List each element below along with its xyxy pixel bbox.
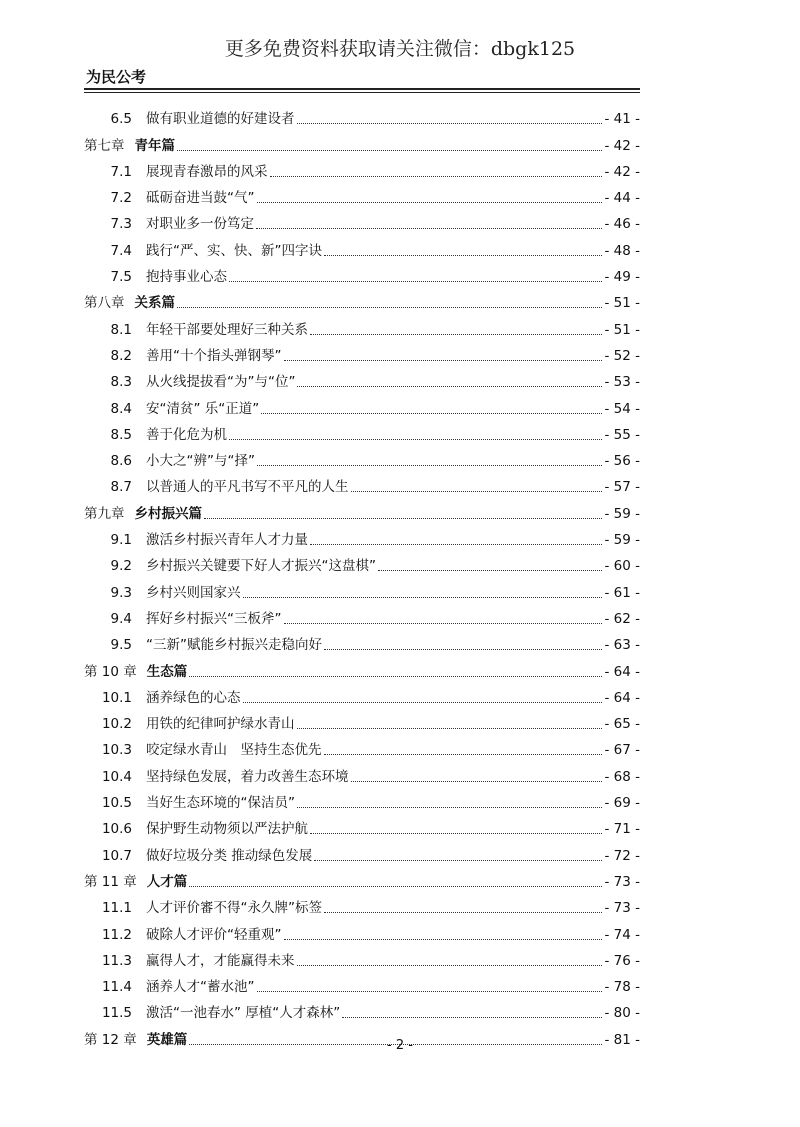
toc-entry-page: - 68 -	[604, 768, 640, 785]
toc-entry-page: - 57 -	[604, 479, 640, 496]
toc-entry-page: - 59 -	[604, 505, 640, 522]
toc-entry-title: 安“清贫” 乐“正道”	[146, 400, 260, 417]
toc-leader-dots	[342, 1017, 602, 1018]
toc-entry-title: 关系篇	[134, 295, 175, 312]
toc-section-row[interactable]	[84, 890, 640, 916]
toc-entry-number: 9.4	[110, 610, 132, 627]
toc-chapter-row[interactable]	[84, 653, 640, 679]
toc-entry-number: 10.1	[101, 689, 132, 706]
toc-entry-page: - 44 -	[604, 190, 640, 207]
toc-section-row[interactable]	[84, 706, 640, 732]
toc-leader-dots	[324, 255, 602, 256]
toc-leader-dots	[229, 439, 602, 440]
toc-leader-dots	[257, 202, 603, 203]
toc-entry-title: 乡村兴则国家兴	[146, 584, 241, 601]
toc-entry-number: 第八章	[84, 295, 125, 312]
toc-entry-number: 第七章	[84, 137, 125, 154]
watermark-text: 更多免费资料获取请关注微信：dbgk125	[224, 38, 576, 60]
toc-entry-title: 年轻干部要处理好三种关系	[146, 321, 308, 338]
toc-leader-dots	[243, 597, 603, 598]
toc-entry-title: 乡村振兴篇	[134, 505, 202, 522]
toc-entry-page: - 54 -	[604, 400, 640, 417]
toc-chapter-row[interactable]	[84, 495, 640, 521]
toc-leader-dots	[378, 570, 602, 571]
toc-entry-number: 11.1	[101, 900, 132, 917]
toc-section-row[interactable]	[84, 232, 640, 258]
toc-entry-number: 11.4	[101, 979, 132, 996]
toc-section-row[interactable]	[84, 680, 640, 706]
toc-chapter-row[interactable]	[84, 127, 640, 153]
toc-entry-title: 人才评价審不得“永久牌”标签	[146, 900, 322, 917]
toc-entry-title: “三新”赋能乡村振兴走稳向好	[146, 637, 322, 654]
toc-section-row[interactable]	[84, 443, 640, 469]
toc-entry-title: 挥好乡村振兴“三板斧”	[146, 610, 282, 627]
toc-section-row[interactable]	[84, 259, 640, 285]
toc-entry-page: - 41 -	[604, 111, 640, 128]
toc-entry-page: - 61 -	[604, 584, 640, 601]
toc-entry-page: - 81 -	[604, 1031, 640, 1048]
toc-section-row[interactable]	[84, 154, 640, 180]
toc-entry-title: 英雄篇	[146, 1031, 188, 1048]
toc-leader-dots	[324, 649, 602, 650]
toc-entry-number: 第 12 章	[84, 1031, 137, 1048]
toc-leader-dots	[297, 965, 603, 966]
toc-entry-number: 10.2	[101, 716, 132, 733]
toc-section-row[interactable]	[84, 338, 640, 364]
toc-entry-title: 用铁的纪律呵护绿水青山	[146, 716, 295, 733]
toc-entry-number: 7.5	[110, 269, 132, 286]
toc-section-row[interactable]	[84, 364, 640, 390]
toc-entry-title: 对职业多一份笃定	[146, 216, 254, 233]
toc-entry-number: 8.4	[110, 400, 132, 417]
toc-leader-dots	[229, 281, 602, 282]
toc-section-row[interactable]	[84, 206, 640, 232]
toc-entry-number: 7.3	[110, 216, 132, 233]
toc-leader-dots	[189, 676, 602, 677]
toc-leader-dots	[270, 176, 603, 177]
toc-entry-page: - 55 -	[604, 426, 640, 443]
toc-section-row[interactable]	[84, 943, 640, 969]
toc-entry-number: 10.5	[101, 795, 132, 812]
toc-entry-page: - 52 -	[604, 347, 640, 364]
toc-section-row[interactable]	[84, 837, 640, 863]
toc-section-row[interactable]	[84, 469, 640, 495]
toc-entry-number: 8.3	[110, 374, 132, 391]
page-number: - 2 -	[387, 1038, 413, 1053]
toc-entry-number: 8.2	[110, 347, 132, 364]
toc-entry-number: 10.6	[101, 821, 132, 838]
toc-entry-page: - 48 -	[604, 242, 640, 259]
toc-entry-title: 激活乡村振兴青年人才力量	[146, 532, 308, 549]
toc-entry-number: 8.7	[110, 479, 132, 496]
toc-leader-dots	[177, 307, 602, 308]
toc-section-row[interactable]	[84, 627, 640, 653]
toc-section-row[interactable]	[84, 101, 640, 127]
toc-entry-number: 10.4	[101, 768, 132, 785]
toc-leader-dots	[314, 860, 602, 861]
toc-section-row[interactable]	[84, 180, 640, 206]
header-rule-thin	[84, 92, 640, 93]
toc-entry-title: 涵养人才“蓄水池”	[146, 979, 255, 996]
toc-leader-dots	[177, 150, 602, 151]
toc-entry-title: 以普通人的平凡书写不平凡的人生	[146, 479, 349, 496]
toc-entry-title: 抱持事业心态	[146, 269, 227, 286]
toc-leader-dots	[257, 991, 603, 992]
toc-section-row[interactable]	[84, 995, 640, 1021]
toc-section-row[interactable]	[84, 522, 640, 548]
toc-entry-title: 当好生态环境的“保洁员”	[146, 795, 295, 812]
toc-entry-title: 小大之“辨”与“择”	[146, 453, 255, 470]
toc-section-row[interactable]	[84, 548, 640, 574]
toc-leader-dots	[297, 728, 603, 729]
toc-leader-dots	[284, 939, 603, 940]
toc-entry-title: 生态篇	[146, 663, 188, 680]
toc-entry-title: 从火线提拔看“为”与“位”	[146, 374, 296, 391]
toc-entry-title: 乡村振兴关键要下好人才振兴“这盘棋”	[146, 558, 376, 575]
toc-section-row[interactable]	[84, 916, 640, 942]
toc-entry-page: - 78 -	[604, 979, 640, 996]
toc-leader-dots	[204, 518, 602, 519]
toc-leader-dots	[310, 544, 602, 545]
toc-entry-title: 展现青春激昂的风采	[146, 163, 268, 180]
toc-entry-title: 践行“严、实、快、新”四字诀	[146, 242, 322, 259]
toc-entry-number: 10.3	[101, 742, 132, 759]
toc-entry-number: 7.4	[110, 242, 132, 259]
toc-entry-title: 激活“一池春水” 厚植“人才森林”	[146, 1005, 341, 1022]
toc-entry-page: - 51 -	[604, 295, 640, 312]
toc-entry-title: 青年篇	[134, 137, 175, 154]
toc-leader-dots	[351, 491, 603, 492]
toc-entry-number: 6.5	[110, 111, 132, 128]
toc-entry-number: 11.5	[101, 1005, 132, 1022]
toc-entry-title: 人才篇	[146, 873, 188, 890]
toc-entry-number: 第 10 章	[84, 663, 137, 680]
toc-entry-page: - 64 -	[604, 663, 640, 680]
toc-chapter-row[interactable]	[84, 864, 640, 890]
toc-entry-page: - 62 -	[604, 610, 640, 627]
toc-entry-number: 8.1	[110, 321, 132, 338]
toc-entry-page: - 60 -	[604, 558, 640, 575]
toc-entry-page: - 64 -	[604, 689, 640, 706]
toc-leader-dots	[261, 413, 602, 414]
toc-entry-number: 8.6	[110, 453, 132, 470]
toc-leader-dots	[297, 807, 602, 808]
toc-leader-dots	[284, 360, 603, 361]
toc-entry-number: 7.2	[110, 190, 132, 207]
toc-leader-dots	[310, 334, 602, 335]
toc-entry-page: - 51 -	[604, 321, 640, 338]
toc-leader-dots	[351, 781, 603, 782]
toc-entry-page: - 49 -	[604, 269, 640, 286]
toc-leader-dots	[284, 623, 603, 624]
toc-entry-page: - 73 -	[604, 873, 640, 890]
toc-entry-number: 11.3	[101, 952, 132, 969]
toc-entry-number: 9.2	[110, 558, 132, 575]
toc-section-row[interactable]	[84, 574, 640, 600]
toc-entry-title: 保护野生动物须以严法护航	[146, 821, 308, 838]
toc-entry-title: 善于化危为机	[146, 426, 227, 443]
toc-entry-page: - 59 -	[604, 532, 640, 549]
toc-entry-number: 第 11 章	[84, 873, 137, 890]
toc-entry-title: 咬定绿水青山 坚持生态优先	[146, 742, 322, 759]
toc-entry-number: 9.1	[110, 532, 132, 549]
toc-section-row[interactable]	[84, 758, 640, 784]
toc-entry-number: 7.1	[110, 163, 132, 180]
toc-leader-dots	[243, 702, 603, 703]
toc-entry-number: 8.5	[110, 426, 132, 443]
toc-entry-title: 赢得人才，才能赢得未来	[146, 952, 295, 969]
toc-entry-number: 9.3	[110, 584, 132, 601]
toc-entry-number: 9.5	[110, 637, 132, 654]
toc-entry-page: - 56 -	[604, 453, 640, 470]
toc-section-row[interactable]	[84, 311, 640, 337]
toc-leader-dots	[297, 386, 602, 387]
toc-entry-title: 坚持绿色发展，着力改善生态环境	[146, 768, 349, 785]
header-brand: 为民公考	[86, 68, 147, 86]
toc-chapter-row[interactable]	[84, 285, 640, 311]
toc-entry-page: - 72 -	[604, 847, 640, 864]
toc-leader-dots	[297, 123, 603, 124]
toc-entry-page: - 73 -	[604, 900, 640, 917]
toc-entry-title: 砥砺奋进当鼓“气”	[146, 190, 255, 207]
toc-leader-dots	[189, 886, 602, 887]
toc-entry-page: - 71 -	[604, 821, 640, 838]
toc-entry-page: - 46 -	[604, 216, 640, 233]
table-of-contents	[84, 101, 640, 1048]
toc-entry-number: 第九章	[84, 505, 125, 522]
toc-entry-page: - 76 -	[604, 952, 640, 969]
toc-section-row[interactable]	[84, 390, 640, 416]
toc-section-row[interactable]	[84, 417, 640, 443]
toc-entry-page: - 42 -	[604, 137, 640, 154]
toc-entry-page: - 53 -	[604, 374, 640, 391]
toc-entry-page: - 80 -	[604, 1005, 640, 1022]
toc-entry-number: 10.7	[101, 847, 132, 864]
toc-entry-title: 做好垃圾分类 推动绿色发展	[146, 847, 313, 864]
toc-section-row[interactable]	[84, 969, 640, 995]
toc-entry-title: 破除人才评价“轻重观”	[146, 926, 282, 943]
toc-section-row[interactable]	[84, 732, 640, 758]
toc-entry-page: - 74 -	[604, 926, 640, 943]
header-rule-thick	[84, 88, 640, 90]
toc-entry-page: - 65 -	[604, 716, 640, 733]
toc-leader-dots	[324, 912, 602, 913]
toc-section-row[interactable]	[84, 785, 640, 811]
toc-entry-title: 涵养绿色的心态	[146, 689, 241, 706]
toc-leader-dots	[256, 228, 602, 229]
toc-entry-page: - 42 -	[604, 163, 640, 180]
toc-entry-title: 做有职业道德的好建设者	[146, 111, 295, 128]
toc-entry-title: 善用“十个指头弹钢琴”	[146, 347, 282, 364]
toc-leader-dots	[324, 754, 603, 755]
toc-leader-dots	[257, 465, 603, 466]
toc-entry-page: - 69 -	[604, 795, 640, 812]
toc-entry-page: - 67 -	[604, 742, 640, 759]
toc-section-row[interactable]	[84, 601, 640, 627]
toc-section-row[interactable]	[84, 811, 640, 837]
toc-entry-page: - 63 -	[604, 637, 640, 654]
toc-entry-number: 11.2	[101, 926, 132, 943]
toc-leader-dots	[310, 833, 602, 834]
